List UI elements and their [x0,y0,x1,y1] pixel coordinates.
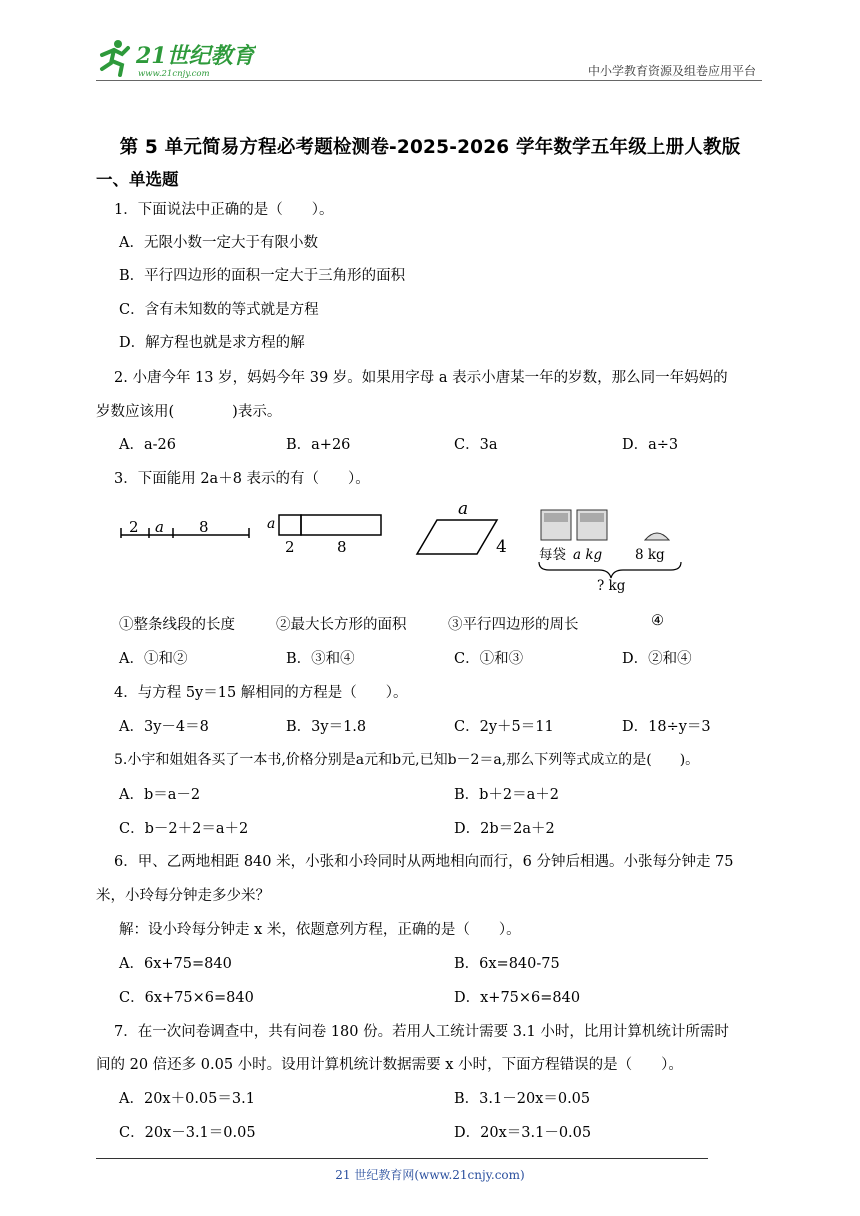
q3-caption-2: ②最大长方形的面积 [276,617,407,633]
footer-divider [96,1158,708,1159]
svg-text:2: 2 [129,518,139,536]
figure-line-segment [121,518,249,538]
svg-text:a kg: a kg [573,547,603,563]
q3-figures [115,500,715,594]
svg-text:每袋: 每袋 [539,547,566,563]
q5-stem: 5.小宇和姐姐各买了一本书,价格分别是a元和b元,已知b－2＝a,那么下列等式成立的是( )。 [114,752,700,768]
q5-option-d: D．2b＝2a＋2 [454,821,555,837]
svg-text:a: a [458,500,469,519]
q1-option-d: D．解方程也就是求方程的解 [119,335,305,351]
q5-option-b: B．b＋2＝a＋2 [454,787,560,803]
q2-stem-1: 2. 小唐今年 13 岁，妈妈今年 39 岁。如果用字母 a 表示小唐某一年的岁数，那么同一年妈妈的 [114,370,728,386]
q3-caption-3: ③平行四边形的周长 [448,617,579,633]
q3-stem: 3．下面能用 2a＋8 表示的有（ ）。 [114,471,370,487]
svg-text:8: 8 [199,518,209,536]
site-logo [96,35,256,81]
svg-text:8 kg: 8 kg [635,547,665,563]
q4-option-a: A．3y－4＝8 [119,719,209,735]
q1-option-c: C．含有未知数的等式就是方程 [119,302,319,318]
q5-option-c: C．b－2＋2＝a＋2 [119,821,249,837]
footer-link[interactable]: 21 世纪教育网(www.21cnjy.com) [335,1168,525,1182]
q3-option-a: A．①和② [119,651,188,667]
q6-option-d: D．x+75×6=840 [454,990,581,1006]
figure-rectangles [267,515,381,556]
svg-text:2: 2 [285,538,295,556]
q7-stem-2: 间的 20 倍还多 0.05 小时。设用计算机统计数据需要 x 小时，下面方程错误的是（ ）。 [96,1057,683,1073]
q4-option-c: C．2y＋5＝11 [454,719,554,735]
q2-option-c: C．3a [454,437,498,453]
svg-text:a: a [267,516,276,532]
q6-option-a: A．6x+75=840 [119,956,232,972]
q2-stem-2: 岁数应该用( )表示。 [96,404,282,420]
q2-option-b: B．a+26 [286,437,351,453]
logo-url: www.21cnjy.com [138,69,210,79]
q3-option-d: D．②和④ [622,651,692,667]
runner-icon [102,40,128,75]
q4-option-b: B．3y＝1.8 [286,719,367,735]
svg-text:a: a [155,518,164,536]
svg-text:8: 8 [337,538,347,556]
page-title: 第 5 单元简易方程必考题检测卷-2025-2026 学年数学五年级上册人教版 [119,137,741,158]
q3-caption-1: ①整条线段的长度 [119,617,235,633]
figure-parallelogram [417,500,507,557]
q5-option-a: A．b＝a－2 [119,787,201,803]
q3-option-c: C．①和③ [454,651,524,667]
q3-option-b: B．③和④ [286,651,355,667]
svg-text:? kg: ? kg [597,578,626,594]
logo-text: 21世纪教育 [136,43,255,69]
q1-option-b: B．平行四边形的面积一定大于三角形的面积 [119,268,406,284]
q1-option-a: A．无限小数一定大于有限小数 [119,235,318,251]
figure-bags [539,510,681,594]
svg-text:4: 4 [496,537,507,557]
q6-option-c: C．6x+75×6=840 [119,990,254,1006]
q7-stem-1: 7．在一次问卷调查中，共有问卷 180 份。若用人工统计需要 3.1 小时，比用计算机统计所需时 [114,1024,729,1040]
q4-option-d: D．18÷y＝3 [622,719,711,735]
header-divider [96,80,762,81]
q7-option-a: A．20x＋0.05＝3.1 [119,1091,255,1107]
q1-stem: 1．下面说法中正确的是（ ）。 [114,202,334,218]
q4-stem: 4．与方程 5y＝15 解相同的方程是（ ）。 [114,685,408,701]
q2-option-a: A．a-26 [119,437,176,453]
q7-option-b: B．3.1－20x＝0.05 [454,1091,591,1107]
q6-stem-1: 6．甲、乙两地相距 840 米，小张和小玲同时从两地相向而行，6 分钟后相遇。小张每分钟走 75 [114,854,734,870]
q2-option-d: D．a÷3 [622,437,679,453]
platform-name: 中小学教育资源及组卷应用平台 [587,64,756,78]
q3-caption-4: ④ [651,613,664,629]
q6-stem-2: 米，小玲每分钟走多少米？ [96,888,270,904]
q7-option-d: D．20x＝3.1－0.05 [454,1125,592,1141]
q6-stem-3: 解：设小玲每分钟走 x 米，依题意列方程，正确的是（ ）。 [119,922,521,938]
q7-option-c: C．20x－3.1＝0.05 [119,1125,256,1141]
q6-option-b: B．6x=840-75 [454,956,560,972]
section-heading: 一、单选题 [96,170,179,189]
